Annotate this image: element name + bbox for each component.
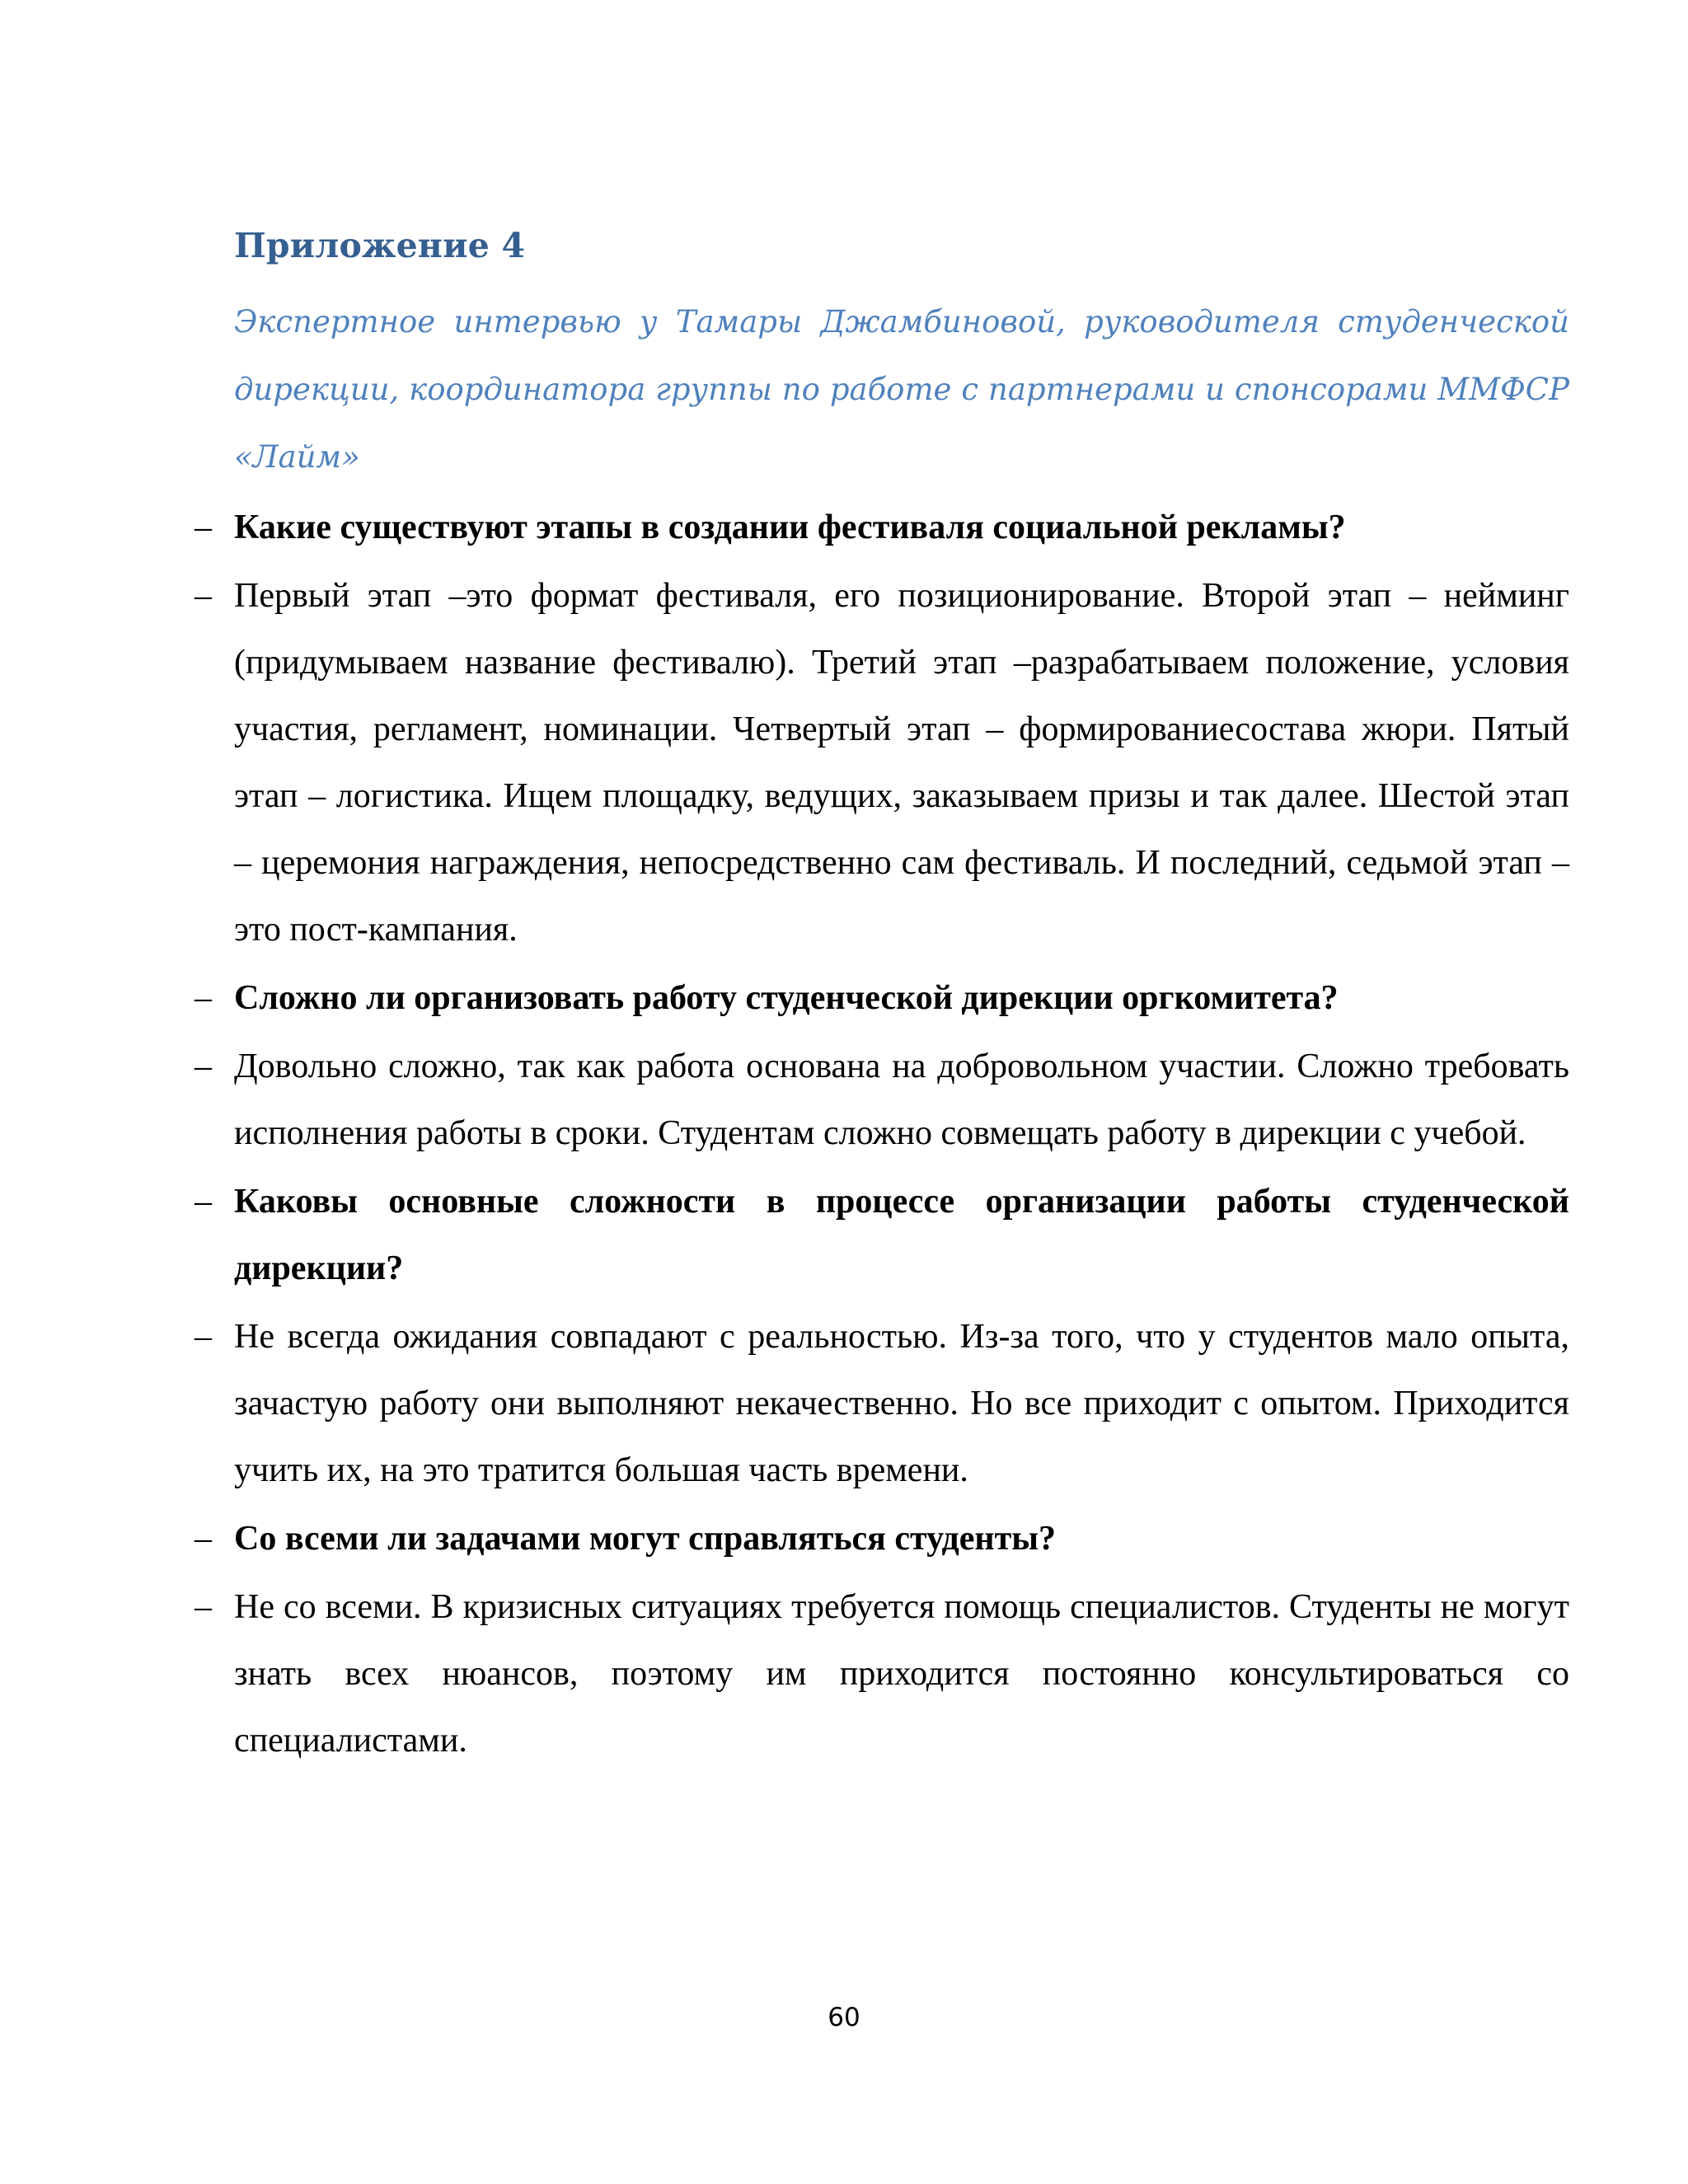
interview-subtitle: Экспертное интервью у Тамары Джамбиновой, руководителя студенческой дирекции, координатора группы по работе с партнерами и спонсорами ММФСР «Лайм» <box>234 304 1569 475</box>
answer-text: Не со всеми. В кризисных ситуациях требуется помощь специалистов. Студенты не могут знать всех нюансов, поэтому им приходится постоянно консультироваться со специалистами. <box>234 1588 1569 1760</box>
interview-answer <box>195 1033 1569 1167</box>
interview-question <box>195 1506 1569 1572</box>
question-text: Какие существуют этапы в создании фестиваля социальной рекламы? <box>234 509 1346 546</box>
answer-text: Первый этап –это формат фестиваля, его позиционирование. Второй этап – нейминг (придумываем название фестивалю). Третий этап –разрабатываем положение, условия участия, регламент, номинации. Четвертый этап – формированиесостава жюри. Пятый этап – логистика. Ищем площадку, ведущих, заказываем призы и так далее. Шестой этап – церемония награждения, непосредственно сам фестиваль. И последний, седьмой этап –это пост-кампания. <box>234 577 1569 949</box>
dash-bullet: – <box>195 1047 212 1085</box>
interview-question <box>195 1169 1569 1302</box>
interview-question <box>195 965 1569 1032</box>
page-number: 60 <box>828 2003 860 2032</box>
dash-bullet: – <box>195 509 212 546</box>
question-text: Каковы основные сложности в процессе организации работы студенческой дирекции? <box>234 1183 1569 1287</box>
dash-bullet: – <box>195 1520 212 1558</box>
dash-bullet: – <box>195 577 212 615</box>
question-text: Со всеми ли задачами могут справляться студенты? <box>234 1520 1056 1558</box>
dash-bullet: – <box>195 979 212 1017</box>
interview-answer <box>195 1304 1569 1504</box>
interview-answer <box>195 1574 1569 1774</box>
interview-question <box>195 494 1569 561</box>
interview-qa-list <box>195 494 1569 1774</box>
dash-bullet: – <box>195 1183 212 1221</box>
appendix-heading: Приложение 4 <box>234 226 526 265</box>
dash-bullet: – <box>195 1588 212 1626</box>
page-content <box>195 221 1569 1776</box>
dash-bullet: – <box>195 1318 212 1356</box>
answer-text: Не всегда ожидания совпадают с реальностью. Из-за того, что у студентов мало опыта, зачастую работу они выполняют некачественно. Но все приходит с опытом. Приходится учить их, на это тратится большая часть времени. <box>234 1318 1569 1489</box>
answer-text: Довольно сложно, так как работа основана на добровольном участии. Сложно требовать исполнения работы в сроки. Студентам сложно совмещать работу в дирекции с учебой. <box>234 1047 1569 1152</box>
question-text: Сложно ли организовать работу студенческой дирекции оргкомитета? <box>234 979 1339 1017</box>
interview-answer <box>195 563 1569 963</box>
